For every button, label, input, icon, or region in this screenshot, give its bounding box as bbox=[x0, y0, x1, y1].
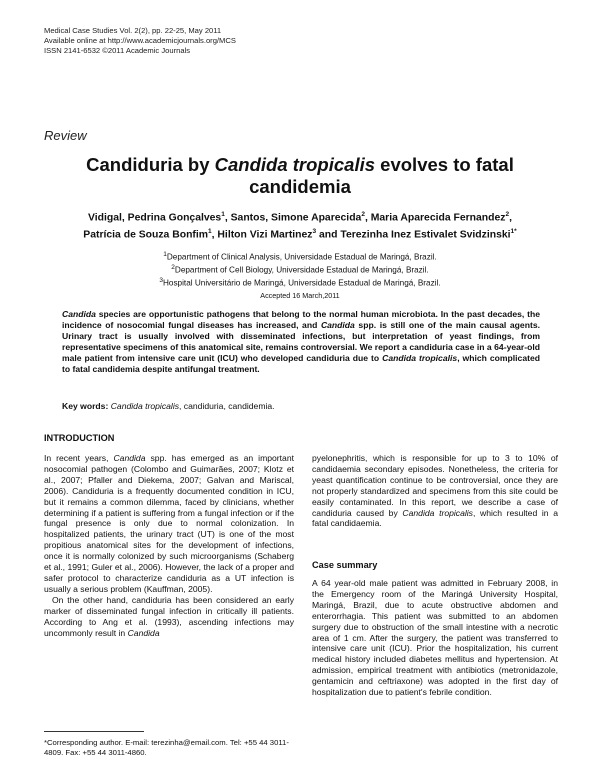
author: Maria Aparecida Fernandez bbox=[370, 212, 506, 224]
issn-line: ISSN 2141-6532 ©2011 Academic Journals bbox=[44, 46, 191, 55]
author: Hilton Vizi Martinez bbox=[217, 229, 313, 241]
italic-run: Candida bbox=[113, 453, 146, 463]
abstract-text: species are opportunistic pathogens that belong to the normal human microbiota. In the past decades, the incidence of nosocomial fungal diseases has increased, and bbox=[62, 309, 540, 330]
journal-citation: Medical Case Studies Vol. 2(2), pp. 22-25, May 2011 bbox=[44, 26, 222, 35]
author: Patrícia de Souza Bonfim bbox=[83, 229, 209, 241]
author: Vidigal, Pedrina Gonçalves bbox=[88, 212, 222, 224]
accepted-date: Accepted 16 March,2011 bbox=[260, 291, 340, 300]
author-affil-mark: 2 bbox=[361, 211, 365, 218]
italic-run: Candida tropicalis bbox=[402, 507, 473, 518]
author-list: Vidigal, Pedrina Gonçalves$^1$, Santos, Simone Aparecida$^2$, Maria Aparecida Fernandez$^2$, Patrícia de Souza Bonfim$^1$, Hilton Vizi Martinez$^3$ and Terezinha Inez Estivalet Svidzinski$^{1*}$ bbox=[83, 211, 517, 241]
article-type: Review bbox=[44, 128, 87, 143]
right-column-intro bbox=[312, 453, 558, 529]
author: Terezinha Inez Estivalet Svidzinski bbox=[340, 229, 511, 241]
abstract-italic: Candida bbox=[62, 309, 96, 319]
introduction-heading: INTRODUCTION bbox=[44, 433, 115, 443]
affil-mark: 2 bbox=[171, 263, 175, 271]
text-run: On the other hand, candiduria has been considered an early marker of disseminated fungal infection in critically ill patients. According to Ang et al. (1993), ascending infections may uncommonly result in bbox=[44, 594, 294, 638]
keywords-label: Key words: bbox=[62, 401, 109, 411]
title-part-1: Candiduria by bbox=[86, 154, 215, 175]
affiliation-line bbox=[40, 276, 560, 289]
affil-text: Department of Cell Biology, Universidade Estadual de Maringá, Brazil. bbox=[174, 265, 429, 275]
footnote-rule bbox=[44, 731, 144, 732]
author-affil-mark: 3 bbox=[312, 227, 317, 235]
abstract-italic: Candida bbox=[320, 319, 355, 330]
keyword-italic: Candida tropicalis bbox=[110, 401, 180, 411]
keywords-rest: , candiduria, candidemia. bbox=[179, 401, 275, 411]
title-species: Candida tropicalis bbox=[214, 154, 376, 175]
intro-paragraph-2 bbox=[44, 595, 294, 639]
author-affil-mark: 2 bbox=[505, 211, 510, 218]
abstract-text: spp. is still one of the main causal agents. Urinary tract is usually involved with disseminated infections, but interpretation of yeast findings, from representative specimens of this anatomical site, remains controversial. We report a candiduria case in a 64-year-old male patient from intensive care unit (ICU) who developed candiduria due to bbox=[62, 319, 540, 363]
abstract bbox=[62, 309, 540, 374]
left-column bbox=[44, 453, 294, 638]
affil-text: Hospital Universitário de Maringá, Universidade Estadual de Maringá, Brazil. bbox=[163, 278, 441, 288]
abstract-italic: Candida tropicalis bbox=[382, 352, 458, 363]
text-run: spp. has emerged as an important nosocomial pathogen (Colombo and Guimarães, 2007; Klotz et al., 2007; Pfaller and Diekema, 2007; Galvan and Mariscal, 2006). Candiduria is a frequently documented condition in ICU, but it remains a common dilemma, faced by clinicians, whether determining if a patient is suffering from a fungal infection or if the fungal presence is only due to normal colonization. In hospitalized patients, the urinary tract (UT) is one of the most propitious anatomical sites for the development of infections, once it is normally colonized by such microorganisms (Schaberg et al., 1991; Guler et al., 2006). However, the lack of a proper and safer protocol to characterize candiduria as a UT infection is usually a serious problem (Kauffman, 2005). bbox=[44, 453, 294, 594]
journal-url-line: Available online at http://www.academicjournals.org/MCS bbox=[44, 36, 236, 45]
paper-title bbox=[40, 154, 560, 198]
keywords bbox=[62, 401, 275, 412]
intro-paragraph-2-continued bbox=[312, 453, 558, 529]
author-affil-mark: 1 bbox=[208, 227, 212, 235]
text-run: pyelonephritis, which is responsible for up to 3 to 10% of candidaemia secondary episodes. Nonetheless, the criteria for yeast quantification continue to be controversial, once they are not properly standardized and specimens from this site could be easily contaminated. In this report, we describe a case of candiduria caused by bbox=[312, 453, 558, 518]
affiliations bbox=[40, 250, 560, 289]
intro-paragraph-1 bbox=[44, 453, 294, 595]
affiliation-line bbox=[40, 263, 560, 276]
affil-mark: 1 bbox=[163, 251, 167, 258]
affiliation-line bbox=[40, 250, 560, 263]
text-run: In recent years, bbox=[44, 453, 114, 463]
title-part-2: evolves to fatal candidemia bbox=[249, 154, 514, 197]
case-summary-text: A 64 year-old male patient was admitted in February 2008, in the Emergency room of the Maringá University Hospital, Maringá, Brazil, due to acute obstructive abdomen and enterorrhagia. This patient was submitted to an abdomen surgery due to obstruction of the small intestine with a necrotic area of 1 cm. After the surgery, the patient was transferred to intensive care unit (ICU). Prior the hospitalization, his current medical history included diabetes mellitus and hypertension. At admission, empirical treatment with antibiotics (metronidazole, gentamicin and ceftriaxone) was adopted in the first day of hospitalization due to patient's febrile condition. bbox=[312, 578, 558, 698]
case-summary-heading: Case summary bbox=[312, 560, 378, 570]
abstract-text: , which complicated to fatal candidemia despite antifungal treatment. bbox=[62, 352, 540, 374]
author-affil-mark: 1 bbox=[221, 211, 225, 218]
affil-text: Department of Clinical Analysis, Universidade Estadual de Maringá, Brazil. bbox=[166, 252, 437, 262]
affil-mark: 3 bbox=[159, 276, 163, 284]
author: Santos, Simone Aparecida bbox=[230, 212, 362, 224]
italic-run: Candida bbox=[127, 627, 160, 638]
text-run: , which resulted in a fatal candidaemia. bbox=[312, 507, 558, 529]
author-affil-mark: 1* bbox=[510, 227, 517, 235]
corresponding-author-footnote: *Corresponding author. E-mail: terezinha@email.com. Tel: +55 44 3011-4809. Fax: +55 44 3011-4860. bbox=[44, 738, 289, 757]
